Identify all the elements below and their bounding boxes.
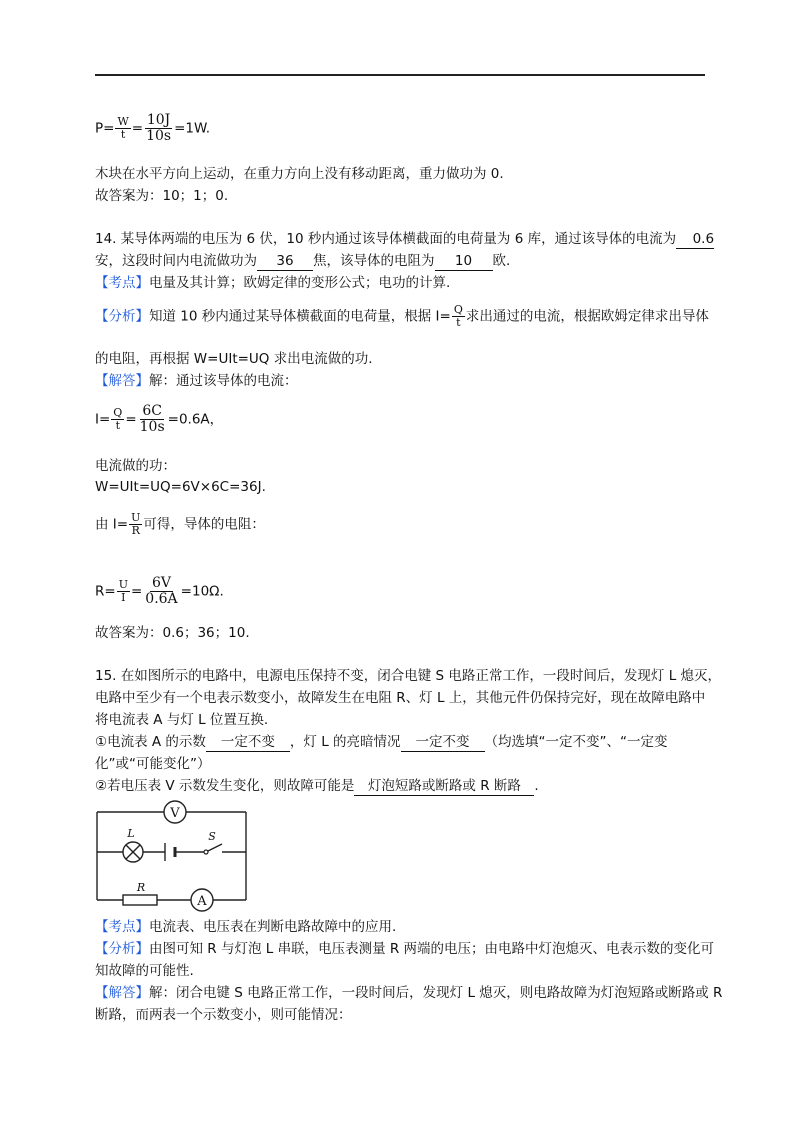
q15-stem-line2: 电路中至少有一个电表示数变小，故障发生在电阻 R、灯 L 上，其他元件仍保持完好，现在故障电路中 (95, 690, 706, 706)
q15-blank-ammeter: 一定不变 (206, 733, 290, 752)
current-formula: I= $\frac{Q}{t}$ = $\frac{6C}{10s}$ =0.6A， (95, 403, 224, 435)
work-label: 电流做的功： (95, 458, 176, 474)
q15-jieda-line2: 断路，而两表一个示数变小，则可能情况： (95, 1007, 352, 1023)
q14-fenxi-line2: 的电阻，再根据 W=UIt=UQ 求出电流做的功. (95, 351, 373, 367)
q15-blank-fault: 灯泡短路或断路或 R 断路 (354, 777, 534, 796)
kaodian-tag: 【考点】 (95, 919, 149, 935)
q14-kaodian: 【考点】电量及其计算；欧姆定律的变形公式；电功的计算. (95, 275, 451, 291)
jieda-tag: 【解答】 (95, 373, 149, 389)
work-equation: W=UIt=UQ=6V×6C=36J. (95, 479, 266, 495)
lamp-label: L (127, 827, 135, 840)
q15-part2-line: ②若电压表 V 示数发生变化，则故障可能是 灯泡短路或断路或 R 断路 . (95, 778, 539, 794)
q15-part1-line1: ①电流表 A 的示数 一定不变 ，灯 L 的亮暗情况 一定不变 （均选填“一定不变”、“一定变 (95, 734, 668, 750)
prev-answer-line: 故答案为：10；1；0. (95, 188, 229, 204)
jieda-tag: 【解答】 (95, 985, 149, 1001)
q14-blank-current: 0.6 (676, 230, 714, 249)
q15-kaodian: 【考点】电流表、电压表在判断电路故障中的应用. (95, 919, 397, 935)
q14-blank-work: 36 (257, 252, 313, 271)
fenxi-tag: 【分析】 (95, 941, 149, 957)
q14-answer: 故答案为：0.6；36；10. (95, 625, 250, 641)
header-rule (95, 74, 705, 76)
kaodian-tag: 【考点】 (95, 275, 149, 291)
ammeter-label: A (197, 894, 207, 909)
q15-blank-lamp: 一定不变 (401, 733, 485, 752)
q14-fenxi-line1: 【分析】知道 10 秒内通过某导体横截面的电荷量，根据 I= $\frac{Q}{t}$ 求出通过的电流，根据欧姆定律求出导体 (95, 303, 709, 329)
resistance-formula: R= $\frac{U}{I}$ = $\frac{6V}{0.6A}$ =10Ω. (95, 575, 224, 607)
ohm-law-line: 由 I= $\frac{U}{R}$ 可得，导体的电阻： (95, 511, 265, 537)
fenxi-tag: 【分析】 (95, 308, 149, 325)
resistor-label: R (136, 881, 146, 894)
circuit-diagram (95, 796, 255, 914)
battery-symbol (165, 843, 175, 861)
switch-label: S (208, 830, 216, 843)
q15-jieda-line1: 【解答】解：闭合电键 S 电路正常工作，一段时间后，发现灯 L 熄灭，则电路故障为灯泡短路或断路或 R (95, 985, 723, 1001)
q15-fenxi-line2: 知故障的可能性. (95, 963, 194, 979)
q14-jieda: 【解答】解：通过该导体的电流： (95, 373, 298, 389)
q15-part1-line2: 化”或“可能变化”） (95, 756, 211, 772)
voltmeter-label: V (170, 806, 180, 821)
q15-stem-line3: 将电流表 A 与灯 L 位置互换. (95, 712, 269, 728)
q14-stem-line1: 14. 某导体两端的电压为 6 伏，10 秒内通过该导体横截面的电荷量为 6 库，通过该导体的电流为 0.6 (95, 231, 715, 247)
resistor-symbol (123, 895, 157, 905)
power-formula: P= $\frac{W}{t}$ = $\frac{10J}{10s}$ =1W. (95, 112, 211, 144)
gravity-work-line: 木块在水平方向上运动，在重力方向上没有移动距离，重力做功为 0. (95, 166, 504, 182)
q14-blank-resistance: 10 (435, 252, 493, 271)
lamp-symbol (123, 842, 143, 862)
q14-stem-line2: 安，这段时间内电流做功为 36 焦，该导体的电阻为 10 欧. (95, 253, 511, 269)
q15-stem-line1: 15. 在如图所示的电路中，电源电压保持不变，闭合电键 S 电路正常工作，一段时间后，发现灯 L 熄灭， (95, 668, 722, 684)
switch-symbol (204, 844, 222, 854)
q15-fenxi-line1: 【分析】由图可知 R 与灯泡 L 串联，电压表测量 R 两端的电压；由电路中灯泡熄灭、电表示数的变化可 (95, 941, 715, 957)
